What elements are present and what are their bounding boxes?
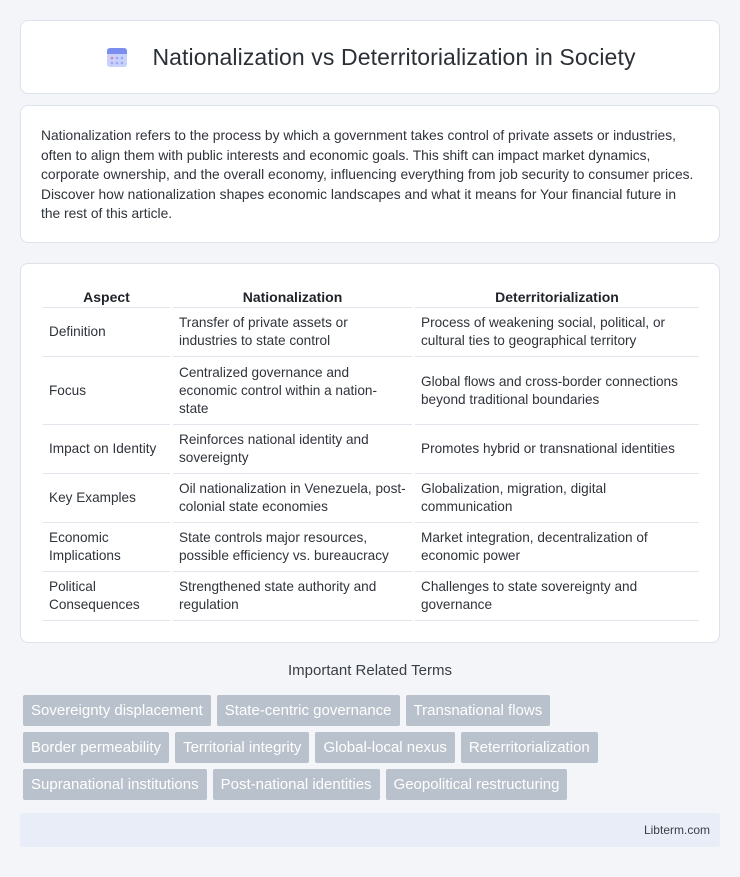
header-deterritorialization: Deterritorialization bbox=[415, 286, 699, 308]
row-nationalization: State controls major resources, possible efficiency vs. bureaucracy bbox=[173, 523, 412, 572]
row-nationalization: Reinforces national identity and sovereignty bbox=[173, 425, 412, 474]
row-aspect: Key Examples bbox=[43, 474, 170, 523]
tag-sovereignty-displacement[interactable]: Sovereignty displacement bbox=[23, 695, 211, 726]
row-aspect: Political Consequences bbox=[43, 572, 170, 621]
page-title: Nationalization vs Deterritorialization in Society bbox=[152, 43, 636, 70]
calendar-icon bbox=[104, 44, 130, 70]
row-deterritorialization: Challenges to state sovereignty and governance bbox=[415, 572, 699, 621]
row-nationalization: Transfer of private assets or industries to state control bbox=[173, 308, 412, 357]
intro-card bbox=[20, 105, 720, 243]
header-aspect: Aspect bbox=[43, 286, 170, 308]
tag-row bbox=[23, 732, 723, 763]
tag-territorial-integrity[interactable]: Territorial integrity bbox=[175, 732, 309, 763]
table-row bbox=[43, 572, 699, 621]
table-row bbox=[43, 523, 699, 572]
row-deterritorialization: Global flows and cross-border connections beyond traditional boundaries bbox=[415, 357, 699, 425]
tag-row bbox=[23, 695, 723, 726]
row-aspect: Impact on Identity bbox=[43, 425, 170, 474]
header-card bbox=[20, 20, 720, 94]
related-terms-title: Important Related Terms bbox=[288, 662, 452, 679]
intro-text: Nationalization refers to the process by which a government takes control of private assets or industries, often to align them with public interests and economic goals. This shift can impact market dynamics, corporate ownership, and the overall economy, influencing everything from job security to consumer prices. Discover how nationalization shapes economic landscapes and what it means for Your financial future in the rest of this article. bbox=[41, 128, 694, 222]
related-terms bbox=[23, 695, 723, 806]
row-nationalization: Strengthened state authority and regulation bbox=[173, 572, 412, 621]
tag-transnational-flows[interactable]: Transnational flows bbox=[406, 695, 551, 726]
comparison-card bbox=[20, 263, 720, 643]
row-deterritorialization: Market integration, decentralization of economic power bbox=[415, 523, 699, 572]
header-nationalization: Nationalization bbox=[173, 286, 412, 308]
row-aspect: Definition bbox=[43, 308, 170, 357]
tag-border-permeability[interactable]: Border permeability bbox=[23, 732, 169, 763]
footer-brand[interactable]: Libterm.com bbox=[643, 823, 710, 837]
row-deterritorialization: Globalization, migration, digital communication bbox=[415, 474, 699, 523]
tag-global-local-nexus[interactable]: Global-local nexus bbox=[315, 732, 454, 763]
tag-reterritorialization[interactable]: Reterritorialization bbox=[461, 732, 598, 763]
row-nationalization: Centralized governance and economic control within a nation-state bbox=[173, 357, 412, 425]
row-aspect: Economic Implications bbox=[43, 523, 170, 572]
tag-row bbox=[23, 769, 723, 800]
table-row bbox=[43, 357, 699, 425]
table-row bbox=[43, 474, 699, 523]
row-deterritorialization: Promotes hybrid or transnational identities bbox=[415, 425, 699, 474]
tag-state-centric-governance[interactable]: State-centric governance bbox=[217, 695, 400, 726]
table-row bbox=[43, 308, 699, 357]
row-nationalization: Oil nationalization in Venezuela, post-colonial state economies bbox=[173, 474, 412, 523]
tag-post-national-identities[interactable]: Post-national identities bbox=[213, 769, 380, 800]
footer bbox=[20, 813, 720, 847]
row-deterritorialization: Process of weakening social, political, or cultural ties to geographical territory bbox=[415, 308, 699, 357]
row-aspect: Focus bbox=[43, 357, 170, 425]
tag-supranational-institutions[interactable]: Supranational institutions bbox=[23, 769, 207, 800]
table-row bbox=[43, 425, 699, 474]
comparison-table bbox=[43, 286, 699, 621]
tag-geopolitical-restructuring[interactable]: Geopolitical restructuring bbox=[386, 769, 568, 800]
table-header-row bbox=[43, 286, 699, 308]
